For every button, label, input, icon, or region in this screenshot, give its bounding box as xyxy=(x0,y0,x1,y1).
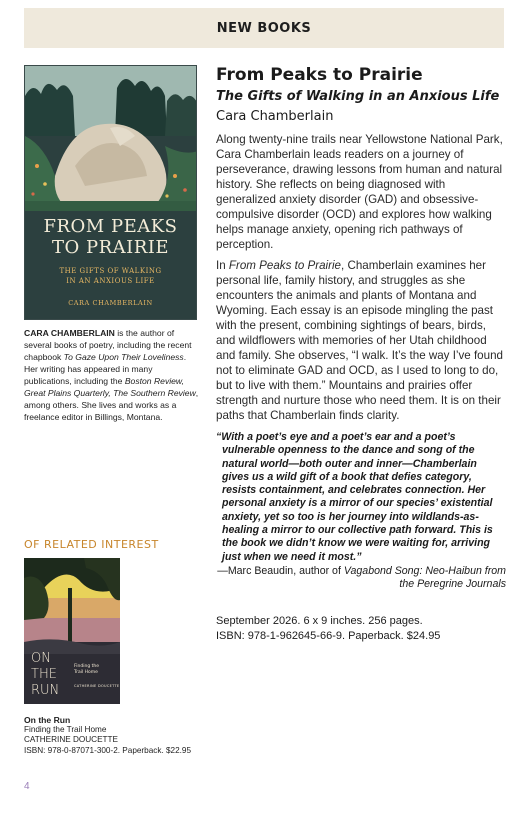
related-author: CATHERINE DOUCETTE xyxy=(24,735,119,745)
book-title: From Peaks to Prairie xyxy=(216,65,423,85)
book-author: Cara Chamberlain xyxy=(216,109,334,124)
section-title: NEW BOOKS xyxy=(216,20,312,36)
related-cover-word-3: RUN xyxy=(31,683,60,698)
related-cover-subtitle-2: Trail Home xyxy=(74,670,98,675)
related-cover-subtitle-1: Finding the xyxy=(74,664,99,669)
related-heading: OF RELATED INTEREST xyxy=(24,538,159,551)
description-text: In xyxy=(216,259,229,272)
endorsement-attribution xyxy=(216,565,506,592)
description-paragraph-1: Along twenty-nine trails near Yellowstone National Park, Cara Chamberlain leads readers on a journey of perseverance, drawing lessons from human and natural history. She reflects on being diagnosed with generalized anxiety disorder (GAD) and obsessive-compulsive disorder (OCD) and explores how walking helps manage anxiety, opening rich pathways of perception. xyxy=(216,133,503,251)
bio-chapbook: To Gaze Upon Their Loveliness xyxy=(63,352,184,362)
cover-subtitle-line2: IN AN ANXIOUS LIFE xyxy=(66,277,155,285)
related-title: On the Run xyxy=(24,715,71,725)
related-cover-word-1: ON xyxy=(31,651,51,666)
cover-author: CARA CHAMBERLAIN xyxy=(68,299,153,307)
attribution-book-title: Vagabond Song: Neo-Haibun from the Peregrine Journals xyxy=(343,564,506,591)
attribution-text: —Marc Beaudin, author of xyxy=(217,564,344,577)
book-cover-on-the-run[interactable] xyxy=(24,558,120,704)
cover-title-line2: TO PRAIRIE xyxy=(51,237,170,258)
pub-details: September 2026. 6 x 9 inches. 256 pages. xyxy=(216,614,423,627)
page-number: 4 xyxy=(24,781,30,792)
bio-text: is the author of several books of poetry, including the recent chapbook xyxy=(24,328,192,362)
description-paragraph-2 xyxy=(216,258,506,423)
bio-publications: Boston Review, Great Plains Quarterly, The Southern Review xyxy=(24,376,196,398)
book-cover-from-peaks-to-prairie[interactable] xyxy=(24,65,197,320)
publication-info xyxy=(216,614,506,644)
description-text: , Chamberlain examines her personal life, family history, and struggles as she encounters the animals and plants of Montana and Wyoming. Each essay is an episode mingling the past with the present, combining sightings of bears, birds, and wildflowers with memories of her Utah childhood and family. She observes, “I walk. It’s the way I’ve found not to eliminate GAD and OCD, as I used to long to do, but to live with them.” Mountains and prairies offer strength and nurture those who need them. It is on their paths that Chamberlain finds clarity. xyxy=(216,259,503,422)
author-bio xyxy=(24,327,200,423)
section-banner xyxy=(24,8,504,48)
bio-text: . Her writing has appeared in many publications, including the xyxy=(24,352,187,386)
related-isbn: ISBN: 978-0-87071-300-2. Paperback. $22.95 xyxy=(24,745,192,755)
feature-text-column xyxy=(216,64,506,644)
related-book-info xyxy=(24,715,214,756)
cover-title-line1: FROM PEAKS xyxy=(43,216,178,237)
book-subtitle: The Gifts of Walking in an Anxious Life xyxy=(216,89,500,104)
pub-isbn: ISBN: 978-1-962645-66-9. Paperback. $24.95 xyxy=(216,629,441,642)
related-cover-author: CATHERINE DOUCETTE xyxy=(74,684,120,688)
related-subtitle: Finding the Trail Home xyxy=(24,725,107,735)
bio-text: , among others. She lives and works as a freelance editor in Billings, Montana. xyxy=(24,388,199,422)
description-book-title: From Peaks to Prairie xyxy=(228,259,341,272)
related-cover-word-2: THE xyxy=(31,667,57,682)
cover-subtitle-line1: THE GIFTS OF WALKING xyxy=(59,267,162,275)
endorsement-quote: “With a poet’s eye and a poet’s ear and a poet’s vulnerable openness to the dance and song of the natural world—both outer and inner—Chamberlain gives us a wild gift of a book that defies category, resists containment, and celebrates connection. Her personal anxiety is a mirror of our species’ existential anxiety, yet so too is her journey into wildlands-as-healing a mirror to our collective path forward. This is the book we didn’t know we were waiting for, arriving just when we need it most.” xyxy=(216,431,493,563)
bio-name: CARA CHAMBERLAIN xyxy=(24,328,115,338)
